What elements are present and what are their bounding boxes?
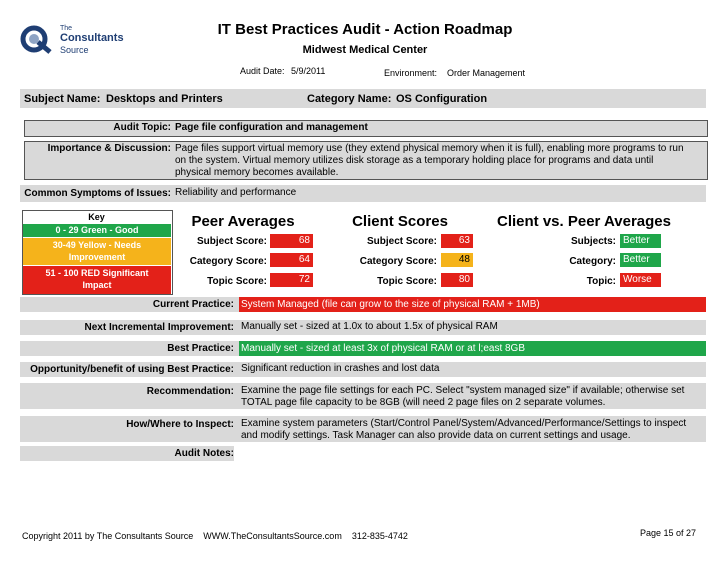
audit-date: 5/9/2011 <box>291 66 326 76</box>
inspect-line-1: Examine system parameters (Start/Control Panel/System/Advanced/Performance/Settings to inspect <box>241 418 687 429</box>
logo-main-text: Consultants <box>60 32 124 44</box>
logo <box>20 22 124 58</box>
inspect-line-2: and modify settings. Task Manager can also provide data on current settings and usage. <box>241 430 631 441</box>
incremental-label: Next Incremental Improvement: <box>84 322 234 333</box>
peer-topic-score: 72 <box>270 273 313 287</box>
category-name-label: Category Name: <box>307 93 392 105</box>
audit-notes-label: Audit Notes: <box>174 448 234 459</box>
recommendation-line-2: TOTAL page file capacity to be 8GB (will need 2 page files on 2 separate volumes. <box>241 397 606 408</box>
client-subject-score: 63 <box>441 234 473 248</box>
peer-topic-label: Topic Score: <box>207 276 267 287</box>
peer-subject-label: Subject Score: <box>196 236 267 247</box>
current-practice-value: System Managed (file can grow to the size of physical RAM + 1MB) <box>239 297 706 312</box>
key-red-line-1: 51 - 100 RED Significant <box>45 268 149 278</box>
comparison-category-value: Better <box>620 253 661 267</box>
environment-label: Environment: <box>384 68 438 78</box>
peer-category-score: 64 <box>270 253 313 267</box>
symptoms-label: Common Symptoms of Issues: <box>24 188 171 199</box>
environment-value: Order Management <box>447 68 526 78</box>
key-yellow-line-1: 30-49 Yellow - Needs <box>52 240 142 250</box>
importance-line-2: on the system. Virtual memory utilizes disk storage as a temporary holding place for programs and data until <box>175 155 654 166</box>
page-title: IT Best Practices Audit - Action Roadmap <box>217 21 513 38</box>
symptoms-value: Reliability and performance <box>175 187 297 198</box>
key-red <box>23 266 171 294</box>
peer-subject-score: 68 <box>270 234 313 248</box>
comparison-topic-value: Worse <box>620 273 661 287</box>
logo-small-text: The <box>60 25 73 32</box>
opportunity-value: Significant reduction in crashes and lost data <box>241 363 440 374</box>
key-red-line-2: Impact <box>82 280 112 290</box>
client-topic-score: 80 <box>441 273 473 287</box>
peer-category-label: Category Score: <box>189 256 267 267</box>
comparison-category-label: Category: <box>569 256 616 267</box>
category-name: OS Configuration <box>396 93 488 105</box>
recommendation-line-1: Examine the page file settings for each PC. Select "system managed size" if available; otherwise set <box>241 385 685 396</box>
client-category-label: Category Score: <box>359 256 437 267</box>
audit-topic-value: Page file configuration and management <box>175 122 368 133</box>
client-topic-label: Topic Score: <box>377 276 437 287</box>
logo-icon <box>20 22 54 56</box>
audit-notes-field[interactable] <box>236 446 706 516</box>
key-yellow-line-2: Improvement <box>68 252 126 262</box>
key-yellow <box>23 238 171 265</box>
best-practice-value: Manually set - sized at least 3x of physical RAM or at l;east 8GB <box>239 341 706 356</box>
comparison-subjects-value: Better <box>620 234 661 248</box>
comparison-subjects-label: Subjects: <box>570 236 616 247</box>
logo-sub-text: Source <box>60 45 89 55</box>
audit-topic-label: Audit Topic: <box>113 122 171 133</box>
importance-line-1: Page files support virtual memory use (they extend physical memory when it is full), enabling more programs to run <box>175 143 684 154</box>
recommendation-label: Recommendation: <box>146 386 234 397</box>
comparison-topic-label: Topic: <box>586 276 616 287</box>
audit-date-label: Audit Date: <box>240 66 285 76</box>
importance-line-3: physical memory becomes available. <box>175 167 339 178</box>
key-green: 0 - 29 Green - Good <box>23 224 171 237</box>
client-subject-label: Subject Score: <box>366 236 437 247</box>
key-title: Key <box>88 212 105 222</box>
current-practice-label: Current Practice: <box>152 299 234 310</box>
client-category-score: 48 <box>441 253 473 267</box>
incremental-value: Manually set - sized at 1.0x to about 1.5x of physical RAM <box>241 321 498 332</box>
inspect-label: How/Where to Inspect: <box>126 419 234 430</box>
best-practice-label: Best Practice: <box>167 343 234 354</box>
peer-averages-title: Peer Averages <box>191 213 295 230</box>
opportunity-label: Opportunity/benefit of using Best Practice: <box>30 364 234 375</box>
footer-copyright: Copyright 2011 by The Consultants Source WWW.TheConsultantsSource.com 312-835-4742 <box>22 531 408 541</box>
subject-name: Desktops and Printers <box>106 93 223 105</box>
organization-name: Midwest Medical Center <box>302 44 428 56</box>
comparison-title: Client vs. Peer Averages <box>497 213 671 230</box>
client-scores-title: Client Scores <box>352 213 448 230</box>
subject-name-label: Subject Name: <box>24 93 101 105</box>
page-number: Page 15 of 27 <box>640 528 697 538</box>
importance-label: Importance & Discussion: <box>47 143 171 154</box>
